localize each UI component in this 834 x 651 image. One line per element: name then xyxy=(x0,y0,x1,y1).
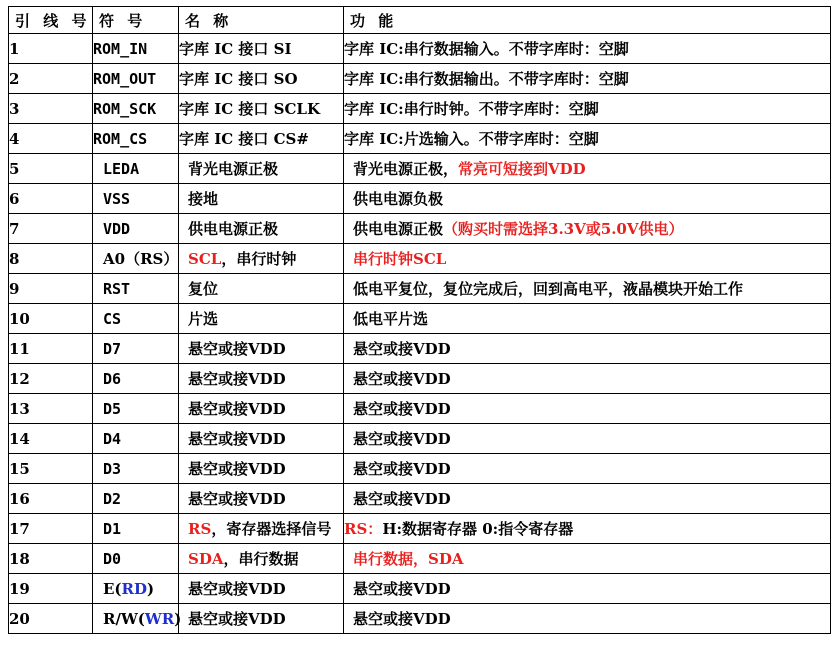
function-text: H:数据寄存器 0:指令寄存器 xyxy=(382,520,574,538)
table-header-row xyxy=(9,7,831,34)
table-row xyxy=(9,154,831,184)
pin-function: 字库 IC:片选输入。不带字库时：空脚 xyxy=(344,124,831,154)
pin-symbol xyxy=(93,574,179,604)
pin-name xyxy=(179,514,344,544)
function-highlight: 常亮可短接到VDD xyxy=(458,160,586,178)
function-text: 背光电源正极， xyxy=(353,160,459,178)
table-row xyxy=(9,604,831,634)
table-row xyxy=(9,124,831,154)
function-highlight: 串行数据，SDA xyxy=(353,550,464,568)
pin-function xyxy=(344,214,831,244)
pin-number: 16 xyxy=(9,484,93,514)
pin-function: 字库 IC:串行数据输入。不带字库时：空脚 xyxy=(344,34,831,64)
table-row xyxy=(9,574,831,604)
pin-symbol xyxy=(93,604,182,634)
symbol-text: R/W( xyxy=(103,609,145,628)
pin-number: 6 xyxy=(9,184,93,214)
pin-function: 供电电源负极 xyxy=(344,184,831,214)
pin-function: 悬空或接VDD xyxy=(344,364,831,394)
pin-name: 悬空或接VDD xyxy=(179,394,344,424)
pin-symbol: A0（RS） xyxy=(93,244,179,274)
table-row xyxy=(9,184,831,214)
pin-symbol: D3 xyxy=(93,454,179,484)
name-text: ，寄存器选择信号 xyxy=(211,520,332,538)
symbol-text: ) xyxy=(147,579,155,598)
pin-name: 字库 IC 接口 CS# xyxy=(179,124,344,154)
table-row xyxy=(9,514,831,544)
pin-number: 3 xyxy=(9,94,93,124)
pin-name: 接地 xyxy=(179,184,344,214)
pin-name: 悬空或接VDD xyxy=(179,454,344,484)
pin-symbol: VSS xyxy=(93,184,179,214)
table-row xyxy=(9,274,831,304)
pin-symbol: VDD xyxy=(93,214,179,244)
pin-name: 悬空或接VDD xyxy=(179,364,344,394)
pin-function: 低电平片选 xyxy=(344,304,831,334)
pin-name: 悬空或接VDD xyxy=(179,424,344,454)
function-highlight: 串行时钟SCL xyxy=(353,250,447,268)
pin-name: 悬空或接VDD xyxy=(179,574,344,604)
header-function: 功 能 xyxy=(344,7,831,34)
table-row xyxy=(9,424,831,454)
pin-symbol: D4 xyxy=(93,424,179,454)
pin-function: 低电平复位，复位完成后，回到高电平，液晶模块开始工作 xyxy=(344,274,831,304)
pin-symbol: D5 xyxy=(93,394,179,424)
function-highlight: RS： xyxy=(344,520,383,538)
header-pin-number: 引 线 号 xyxy=(9,7,93,34)
pin-symbol: RST xyxy=(93,274,179,304)
pin-name: 悬空或接VDD xyxy=(179,334,344,364)
name-text: ，串行数据 xyxy=(223,550,299,568)
symbol-text: E( xyxy=(103,579,122,598)
function-text: 供电电源正极 xyxy=(353,220,444,238)
pin-symbol: ROM_IN xyxy=(93,34,179,64)
pin-number: 13 xyxy=(9,394,93,424)
pin-definition-table xyxy=(8,6,831,634)
pin-number: 10 xyxy=(9,304,93,334)
pin-name: 悬空或接VDD xyxy=(179,484,344,514)
pin-number: 8 xyxy=(9,244,93,274)
name-text: ，串行时钟 xyxy=(221,250,297,268)
pin-number: 2 xyxy=(9,64,93,94)
pin-number: 7 xyxy=(9,214,93,244)
table-row xyxy=(9,394,831,424)
name-highlight: SDA xyxy=(188,550,224,568)
table-row xyxy=(9,214,831,244)
pin-symbol: ROM_OUT xyxy=(93,64,179,94)
pin-name: 字库 IC 接口 SO xyxy=(179,64,344,94)
pin-function xyxy=(344,544,831,574)
table-row xyxy=(9,304,831,334)
pin-number: 1 xyxy=(9,34,93,64)
pin-number: 4 xyxy=(9,124,93,154)
pin-symbol: D1 xyxy=(93,514,179,544)
pin-symbol: ROM_SCK xyxy=(93,94,179,124)
pin-name: 片选 xyxy=(179,304,344,334)
pin-name: 悬空或接VDD xyxy=(179,604,344,634)
pin-number: 20 xyxy=(9,604,93,634)
pin-name xyxy=(179,544,344,574)
table-row xyxy=(9,334,831,364)
pin-symbol: LEDA xyxy=(93,154,179,184)
pin-function: 悬空或接VDD xyxy=(344,334,831,364)
pin-name: 供电电源正极 xyxy=(179,214,344,244)
table-row xyxy=(9,364,831,394)
pin-symbol: D6 xyxy=(93,364,179,394)
pin-name: 背光电源正极 xyxy=(179,154,344,184)
pin-function xyxy=(344,514,831,544)
table-row xyxy=(9,484,831,514)
pin-function: 悬空或接VDD xyxy=(344,604,831,634)
pin-number: 17 xyxy=(9,514,93,544)
name-highlight: SCL xyxy=(188,250,222,268)
pin-symbol: D7 xyxy=(93,334,179,364)
table-row xyxy=(9,64,831,94)
pin-number: 18 xyxy=(9,544,93,574)
pin-name: 复位 xyxy=(179,274,344,304)
function-highlight: （购买时需选择3.3V或5.0V供电） xyxy=(443,220,684,238)
pin-function: 悬空或接VDD xyxy=(344,574,831,604)
header-name: 名 称 xyxy=(179,7,344,34)
table-row xyxy=(9,544,831,574)
pin-symbol: CS xyxy=(93,304,179,334)
pin-number: 19 xyxy=(9,574,93,604)
table-row xyxy=(9,244,831,274)
pin-name xyxy=(179,244,344,274)
pin-number: 15 xyxy=(9,454,93,484)
name-highlight: RS xyxy=(188,520,212,538)
pin-number: 14 xyxy=(9,424,93,454)
pin-function: 字库 IC:串行时钟。不带字库时：空脚 xyxy=(344,94,831,124)
pin-number: 11 xyxy=(9,334,93,364)
pin-function xyxy=(344,244,831,274)
symbol-highlight: RD xyxy=(121,579,148,598)
table-row xyxy=(9,94,831,124)
pin-number: 9 xyxy=(9,274,93,304)
pin-symbol: D0 xyxy=(93,544,179,574)
pin-name: 字库 IC 接口 SCLK xyxy=(179,94,344,124)
pin-function: 字库 IC:串行数据输出。不带字库时：空脚 xyxy=(344,64,831,94)
pin-function: 悬空或接VDD xyxy=(344,424,831,454)
symbol-highlight: WR xyxy=(144,609,175,628)
pin-symbol: D2 xyxy=(93,484,179,514)
pin-number: 12 xyxy=(9,364,93,394)
pin-function xyxy=(344,154,831,184)
pin-symbol: ROM_CS xyxy=(93,124,179,154)
symbol-text: ) xyxy=(174,609,182,628)
pin-name: 字库 IC 接口 SI xyxy=(179,34,344,64)
table-row xyxy=(9,454,831,484)
header-symbol: 符 号 xyxy=(93,7,179,34)
table-row xyxy=(9,34,831,64)
pin-function: 悬空或接VDD xyxy=(344,484,831,514)
pin-function: 悬空或接VDD xyxy=(344,454,831,484)
pin-function: 悬空或接VDD xyxy=(344,394,831,424)
pin-number: 5 xyxy=(9,154,93,184)
